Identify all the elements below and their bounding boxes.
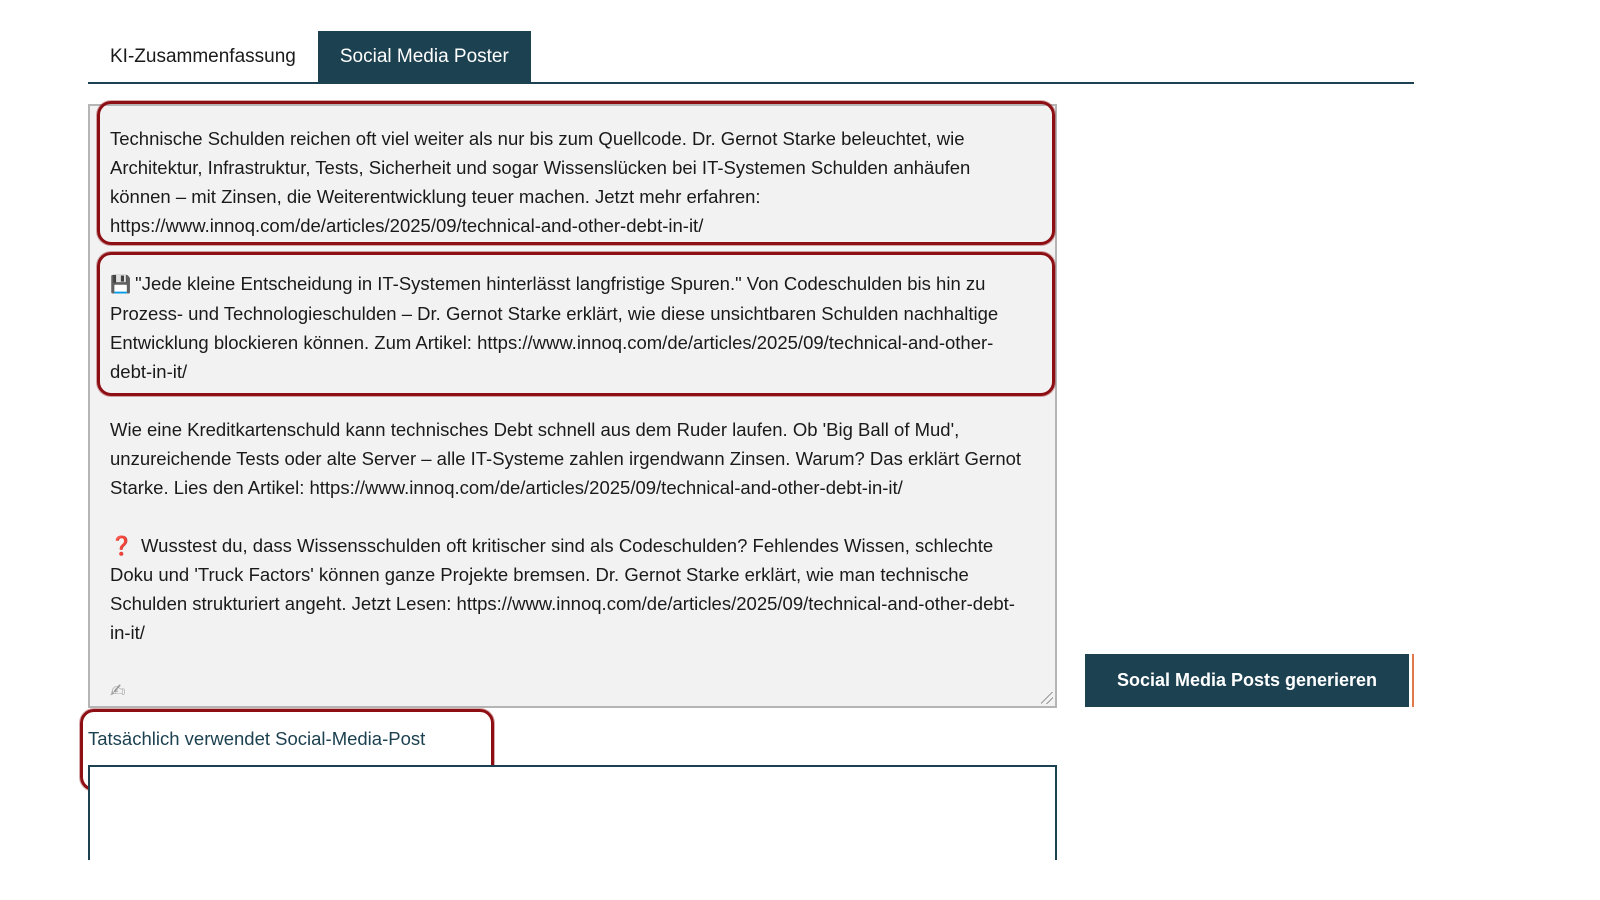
- post-text: Wusstest du, dass Wissensschulden oft kritischer sind als Codeschulden? Fehlendes Wissen, schlechte Doku und 'Truck Factors' können ganze Projekte bremsen. Dr. Gernot Starke erklärt, wie man technische Schulden strukturiert angeht. Jetzt Lesen: https://www.innoq.com/de/articles/2025/09/technical-and-other-debt-in-it/: [110, 535, 1015, 643]
- tab-ki-zusammenfassung[interactable]: KI-Zusammenfassung: [110, 45, 296, 67]
- social-media-posts-textarea[interactable]: [88, 104, 1057, 708]
- used-post-label: Tatsächlich verwendet Social-Media-Post: [88, 728, 426, 749]
- pencil-icon: ✍: [110, 680, 126, 701]
- question-mark-icon: ❓: [110, 535, 134, 556]
- resize-handle[interactable]: [1041, 692, 1053, 704]
- generate-social-media-posts-button[interactable]: Social Media Posts generieren: [1085, 654, 1409, 707]
- floppy-disk-icon: 💾: [110, 275, 132, 294]
- posts-list: [90, 106, 1055, 705]
- post-text: Technische Schulden reichen oft viel weiter als nur bis zum Quellcode. Dr. Gernot Starke beleuchtet, wie Architektur, Infrastruktur, Tests, Sicherheit und sogar Wissenslücken bei IT-Systemen Schulden anhäufen können – mit Zinsen, die Weiterentwicklung teuer machen. Jetzt mehr erfahren: https://www.innoq.com/de/articles/2025/09/technical-and-other-debt-in-it/: [110, 128, 971, 236]
- post-item: [110, 676, 1035, 705]
- button-edge-accent: [1412, 654, 1414, 707]
- tab-social-media-poster[interactable]: Social Media Poster: [318, 31, 531, 82]
- used-post-textarea[interactable]: [88, 765, 1057, 860]
- post-text: Wie eine Kreditkartenschuld kann technisches Debt schnell aus dem Ruder laufen. Ob 'Big Ball of Mud', unzureichende Tests oder alte Server – alle IT-Systeme zahlen irgendwann Zinsen. Warum? Das erklärt Gernot Starke. Lies den Artikel: https://www.innoq.com/de/articles/2025/09/technical-and-other-debt-in-it/: [110, 419, 1022, 498]
- tab-bar: [88, 31, 1414, 84]
- post-item: [110, 415, 1035, 502]
- post-item: [110, 531, 1035, 647]
- post-text: "Jede kleine Entscheidung in IT-Systemen hinterlässt langfristige Spuren." Von Codeschulden bis hin zu Prozess- und Technologieschulden – Dr. Gernot Starke erklärt, wie diese unsichtbaren Schulden nachhaltige Entwicklung blockieren können. Zum Artikel: https://www.innoq.com/de/articles/2025/09/technical-and-other-debt-in-it/: [110, 273, 999, 382]
- post-item: [110, 269, 1035, 386]
- post-item: [110, 124, 1035, 240]
